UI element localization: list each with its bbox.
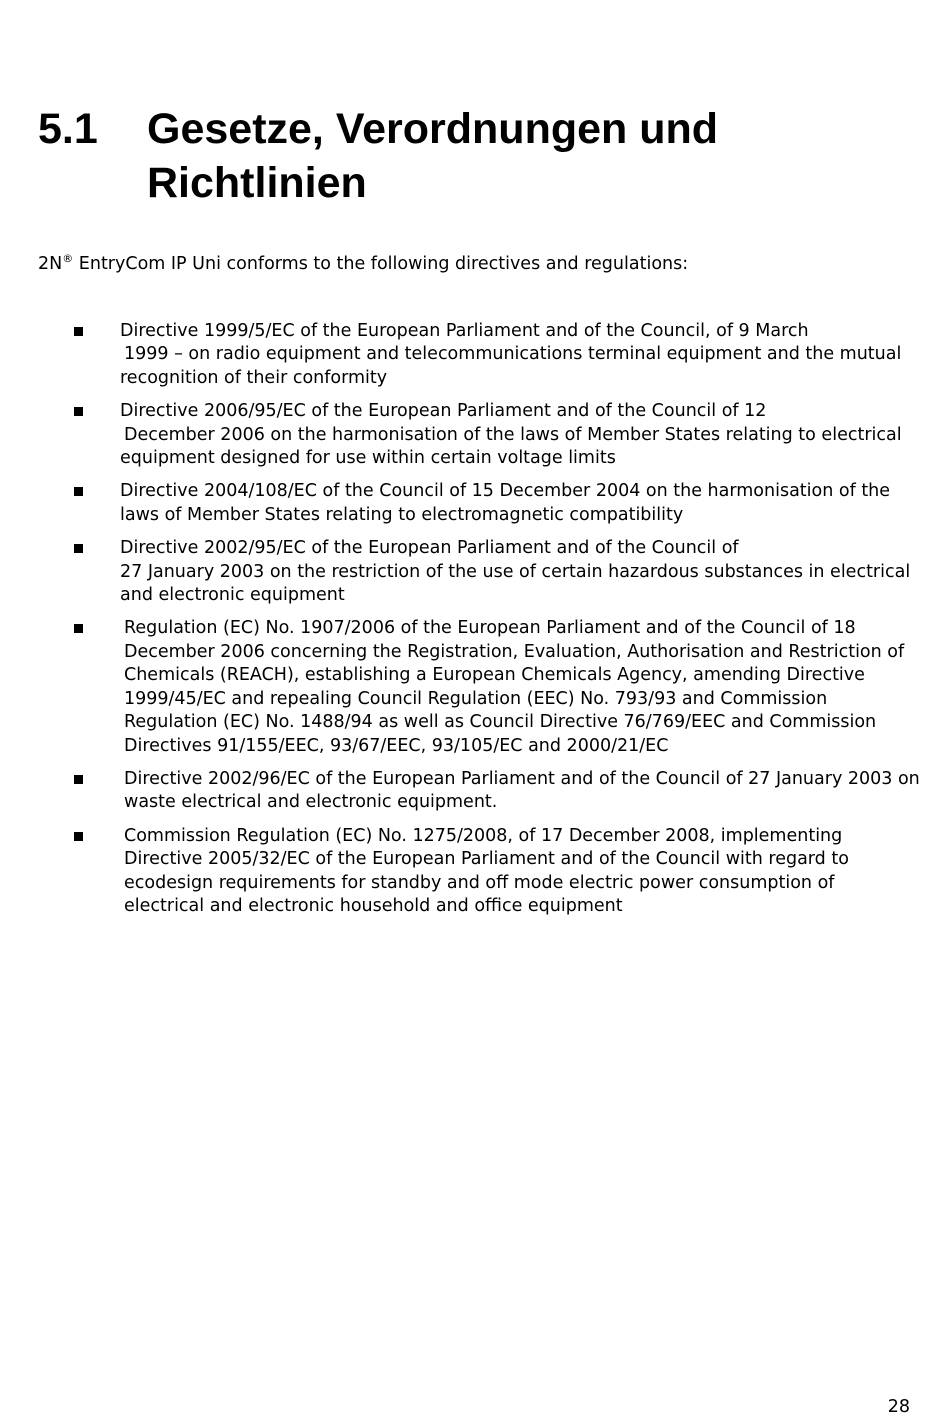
list-item: [0, 537, 950, 607]
list-item-text: [120, 537, 920, 607]
square-bullet-icon: [74, 544, 83, 553]
list-item-rest: December 2006 on the harmonisation of the laws of Member States relating to electrical equipment designed for use within certain voltage limits: [120, 424, 902, 469]
list-item-first-line: Directive 1999/5/EC of the European Parliament and of the Council, of 9 March: [120, 321, 809, 341]
intro-paragraph: [38, 252, 918, 276]
list-item-text: Regulation (EC) No. 1907/2006 of the European Parliament and of the Council of 18 December 2006 concerning the Registration, Evaluation, Authorisation and Restriction of Chemicals (REACH), establishing a European Chemicals Agency, amending Directive 1999/45/EC and repealing Council Regulation (EEC) No. 793/93 and Commission Regulation (EC) No. 1488/94 as well as Council Directive 76/769/EEC and Commission Directives 91/155/EEC, 93/67/EEC, 93/105/EC and 2000/21/EC: [124, 618, 905, 756]
list-item-first-line: Directive 2006/95/EC of the European Parliament and of the Council of 12: [120, 401, 767, 422]
list-item: [0, 320, 950, 390]
list-item-first-line: Directive 2002/95/EC of the European Parliament and of the Council of: [120, 538, 739, 559]
list-item-text: Directive 2004/108/EC of the Council of 15 December 2004 on the harmonisation of the laws of Member States relating to electromagnetic compatibility: [120, 481, 891, 525]
list-item: [0, 825, 950, 919]
list-item-rest: 1999 – on radio equipment and telecommunications terminal equipment and the mutual recognition of their conformity: [120, 344, 902, 388]
list-item: [0, 768, 950, 815]
list-item-rest: 27 January 2003 on the restriction of the use of certain hazardous substances in electrical and electronic equipment: [120, 561, 911, 606]
square-bullet-icon: [74, 327, 83, 336]
square-bullet-icon: [74, 407, 83, 416]
square-bullet-icon: [74, 487, 83, 496]
list-item: [0, 617, 950, 757]
square-bullet-icon: [74, 624, 83, 633]
square-bullet-icon: [74, 832, 83, 841]
directives-list: [0, 320, 950, 928]
intro-text: EntryCom IP Uni conforms to the following directives and regulations:: [73, 254, 689, 274]
list-item: [0, 480, 950, 527]
list-item-text: Directive 2002/96/EC of the European Parliament and of the Council of 27 January 2003 on waste electrical and electronic equipment.: [124, 768, 920, 813]
registered-mark: ®: [62, 252, 74, 265]
list-item-text: [120, 400, 920, 470]
section-title: Gesetze, Verordnungen und Richtlinien: [147, 105, 719, 207]
list-item: [0, 400, 950, 470]
section-number: 5.1: [38, 105, 98, 153]
square-bullet-icon: [74, 775, 83, 784]
list-item-text: Commission Regulation (EC) No. 1275/2008, of 17 December 2008, implementing Directive 2005/32/EC of the European Parliament and of the Council with regard to ecodesign requirements for standby and off mode electric power consumption of electrical and electronic household and office equipment: [124, 825, 849, 916]
section-heading: [38, 102, 898, 210]
brand-name: 2N: [38, 254, 63, 274]
page-number: 28: [887, 1397, 910, 1417]
list-item-text: [120, 320, 920, 390]
